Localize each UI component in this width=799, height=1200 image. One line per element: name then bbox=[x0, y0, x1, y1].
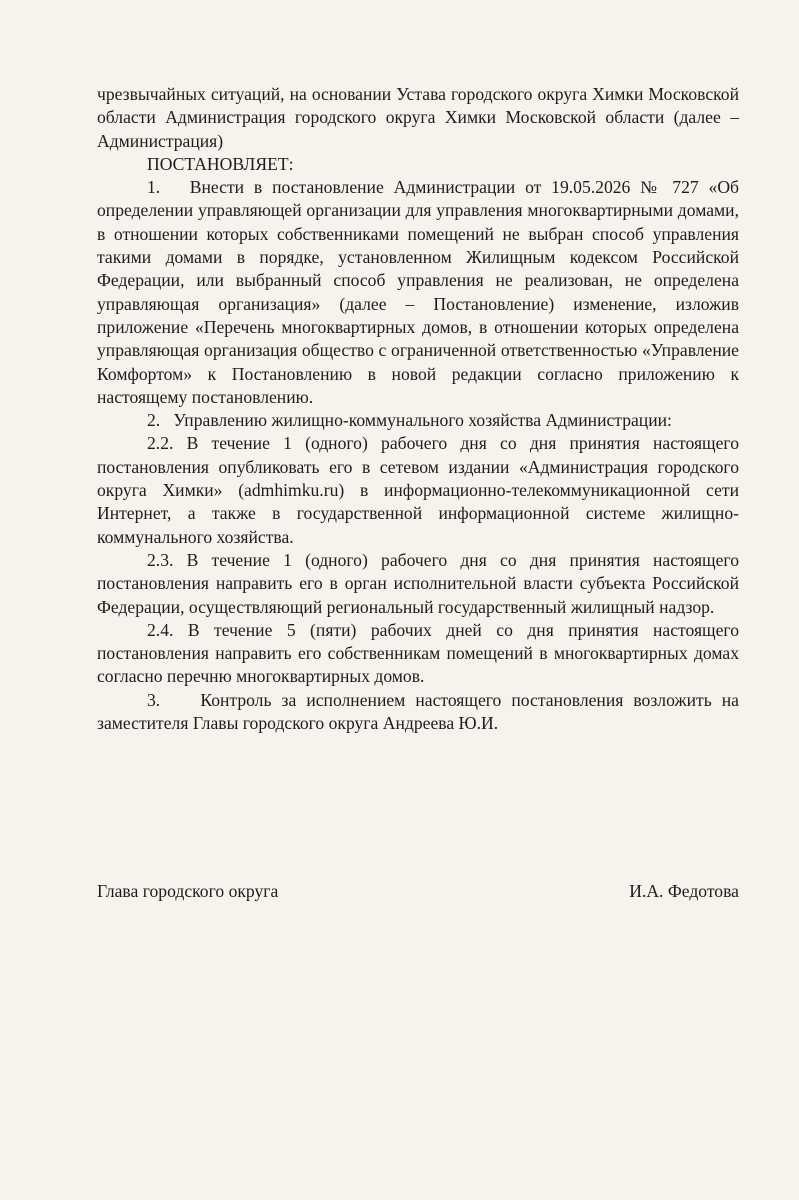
paragraph-3: 3. Контроль за исполнением настоящего постановления возложить на заместителя Главы городского округа Андреева Ю.И. bbox=[97, 689, 739, 734]
intro-paragraph: чрезвычайных ситуаций, на основании Устава городского округа Химки Московской области Администрация городского округа Химки Московской области (далее – Администрация) bbox=[97, 84, 739, 151]
signatory-name: И.А. Федотова bbox=[629, 881, 739, 901]
signature-block bbox=[97, 880, 739, 903]
paragraph-2-3: 2.3. В течение 1 (одного) рабочего дня со дня принятия настоящего постановления направить его в орган исполнительной власти субъекта Российской Федерации, осуществляющий региональный государственный жилищный надзор. bbox=[97, 549, 739, 617]
decree-heading: ПОСТАНОВЛЯЕТ: bbox=[147, 153, 294, 174]
paragraph-2-4: 2.4. В течение 5 (пяти) рабочих дней со дня принятия настоящего постановления направить его собственникам помещений в многоквартирных домах согласно перечню многоквартирных домов. bbox=[97, 619, 739, 687]
paragraph-2-2: 2.2. В течение 1 (одного) рабочего дня со дня принятия настоящего постановления опубликовать его в сетевом издании «Администрация городского округа Химки» (admhimku.ru) в информационно-телекоммуникационной сети Интернет, а также в государственной информационной системе жилищно-коммунального хозяйства. bbox=[97, 433, 739, 547]
paragraph-2: 2. Управлению жилищно-коммунального хозяйства Администрации: bbox=[147, 410, 672, 431]
signatory-position: Глава городского округа bbox=[97, 881, 279, 901]
paragraph-1: 1. Внести в постановление Администрации от 19.05.2026 № 727 «Об определении управляющей организации для управления многоквартирными домами, в отношении которых собственниками помещений не выбран способ управления такими домами в порядке, установленном Жилищным кодексом Российской Федерации, или выбранный способ управления не реализован, не определена управляющая организация» (далее – Постановление) изменение, изложив приложение «Перечень многоквартирных домов, в отношении которых определена управляющая организация общество с ограниченной ответственностью «Управление Комфортом» к Постановлению в новой редакции согласно приложению к настоящему постановлению. bbox=[97, 177, 739, 407]
document-body bbox=[97, 83, 739, 735]
